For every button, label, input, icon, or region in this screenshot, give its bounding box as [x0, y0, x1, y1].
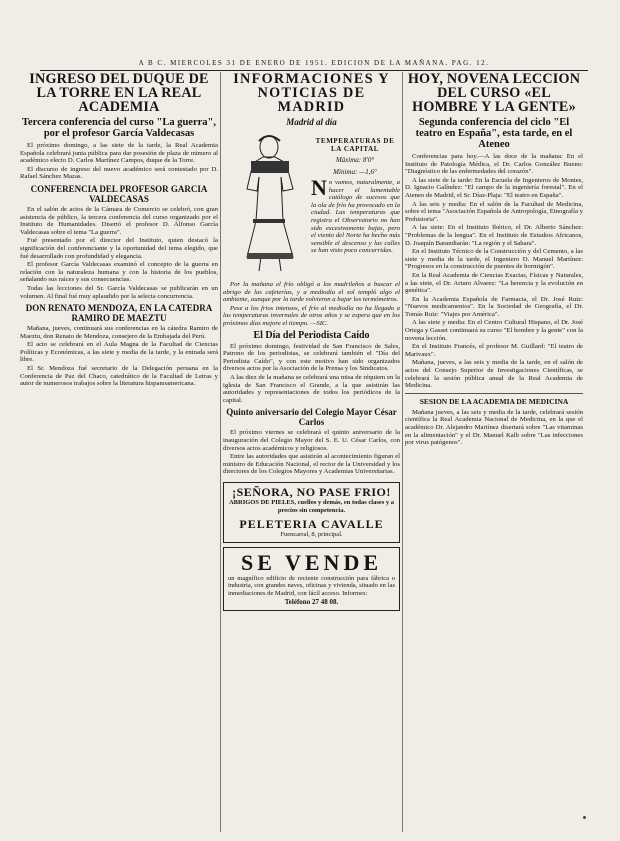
article-paragraph: El próximo domingo, a las siete de la tarde, la Real Academia Española celebrará junta pública para dar posesión de plaza de número al académico electo D. Carlos Martínez Campos, duque de la Torre. — [20, 142, 218, 165]
article-paragraph: Mañana, jueves, a las seis y media de la tarde, en el salón de actos del Consejo Superior de Investigaciones Científicas, se celebrará la sesión pública anual de la Real Academia de Medicina. — [405, 359, 583, 390]
temperature-max: Máxima: 8'0° — [335, 156, 375, 164]
article-paragraph: El profesor García Valdecasas examinó el concepto de la guerra en relación con la naturaleza humana y con la historia de los pueblos, señalando sus raíces y sus consecuencias. — [20, 261, 218, 284]
article-paragraph: En la Academia Española de Farmacia, el Dr. José Ruiz: "Nuevos medicamentos". En la Sociedad de Geografía, el Dr. Tomás Ruiz: "Viajes por América". — [405, 295, 583, 318]
article-paragraph: El Sr. Mendoza fué secretario de la Delegación peruana en la Conferencia de Paz del Chaco, catedrático de la Facultad de Letras y autor de numerosos trabajos sobre la literatura hispanoamericana. — [20, 365, 218, 388]
ad-text: ABRIGOS DE PIELES, cuellos y demás, en todas clases y a precios sin competencia. — [228, 498, 395, 514]
article-paragraph: Mañana jueves, a las seis y media de la tarde, celebrará sesión científica la Real Academia Nacional de Medicina, en la que el académico Dr. Alejandro Martínez disertará sobre "Las vitaminas en la alimentación" y el Dr. Manuel Kalb sobre "Las infecciones por virus patógenos". — [405, 408, 583, 447]
madrid-al-dia-title: Madrid al día — [286, 117, 337, 127]
ad-address: Fuencarral, 8, principal. — [280, 530, 343, 538]
kicker-colegio-mayor: Quinto aniversario del Colegio Mayor César Carlos — [226, 407, 397, 428]
kicker-academia-medicina: SESION DE LA ACADEMIA DE MEDICINA — [419, 396, 569, 406]
column-middle — [223, 72, 400, 838]
article-paragraph: El discurso de ingreso del nuevo académico será contestado por D. Rafael Sánchez Mazas. — [20, 165, 218, 181]
article-paragraph: Conferencias para hoy.—A las doce de la mañana: En el Instituto de Patología Médica, el Dr. Carlos González Bueno: "Diagnóstico de las enfermedades del corazón". — [405, 153, 583, 176]
kicker-renato-mendoza: DON RENATO MENDOZA, EN LA CATEDRA RAMIRO DE MAEZTU — [25, 303, 213, 324]
article-paragraph: Fué presentado por el director del Instituto, quien destacó la significación del conferenciante y la oportunidad del tema elegido, que fué desarrollado con profundidad y elegancia. — [20, 237, 218, 260]
ad-se-vende — [223, 547, 400, 611]
madrid-al-dia-block — [223, 129, 400, 279]
subhead-garcia-valdecasas: Tercera conferencia del curso "La guerra", por el profesor García Valdecasas — [21, 117, 216, 139]
column-right — [405, 72, 583, 838]
temperatures-title: TEMPERATURAS DE LA CAPITAL — [315, 137, 395, 153]
section-divider — [405, 393, 583, 394]
temperature-min: Mínima: —1,6° — [333, 168, 377, 176]
article-paragraph: A las diez de la mañana se celebrará una misa de réquiem en la iglesia de San Francisco el Grande, a la que asistirán las autoridades y representaciones de todos los periódicos de la capital. — [223, 373, 400, 404]
article-paragraph: En el Instituto Técnico de la Construcción y del Cemento, a las siete y media de la tarde, el Ingeniero D. Manuel Martínez: "Progresos en la construcción de puentes de hormigón". — [405, 248, 583, 271]
ad-phone: Teléfono 27 48 08. — [284, 597, 339, 606]
page-header: A B C. MIERCOLES 31 DE ENERO DE 1951. EDICION DE LA MAÑANA. PAG. 12. — [40, 58, 588, 71]
article-paragraph: o vamos, naturalmente, a hacer el lamentable catálogo de sucesos que la ola de frío ha provocado en la ciudad. Las temperaturas que registra el Observatorio no han sido excesivamente bajas, pero el viento del Norte ha hecho más sensible el descenso y las calles se han visto poco concurridas. — [311, 179, 400, 255]
ad-brand: PELETERIA CAVALLE — [239, 516, 384, 531]
article-paragraph: En la Real Academia de Ciencias Exactas, Físicas y Naturales, a las siete, el Dr. Arturo Alvarez: "La herencia y la evolución en genética". — [405, 271, 583, 295]
article-paragraph: En el salón de actos de la Cámara de Comercio se celebró, con gran asistencia de público, la tercera conferencia del curso organizado por el Instituto de Humanidades. Disertó el profesor D. Alfonso García Valdecasas sobre el tema "La guerra". — [20, 205, 218, 236]
article-paragraph: A las siete de la tarde: En la Escuela de Ingenieros de Montes, D. Ignacio Galíndez: "El campo de la ingeniería forestal". En el Ateneo de Madrid, el Sr. Díaz-Plaja: "El teatro en España". — [405, 176, 583, 199]
article-paragraph: A las siete y media: En el Centro Cultural Hispano, el Dr. José Ortega y Gasset continuará su curso "El hombre y la gente" con la novena lección. — [405, 319, 583, 342]
column-rule — [402, 72, 403, 832]
article-paragraph: A las siete: En el Instituto Ibérico, el Dr. Alberto Sánchez: "Problemas de la lengua". En el Instituto de Estudios Africanos, D. Joaquín Barandiarán: "La región y el Sahara". — [405, 224, 583, 247]
article-paragraph: Entre las autoridades que asistirán al acontecimiento figuran el ministro de Educación Nacional, el rector de la Universidad y los directores de los Colegios Mayores y Academias Universitarias. — [223, 453, 400, 476]
article-paragraph: Mañana, jueves, continuará sus conferencias en la cátedra Ramiro de Maeztu, don Renato de Mendoza, consejero de la Embajada del Perú. — [20, 325, 218, 340]
ad-headline: ¡SEÑORA, NO PASE FRIO! — [232, 484, 391, 499]
headline-novena-leccion: HOY, NOVENA LECCION DEL CURSO «EL HOMBRE Y LA GENTE» — [407, 72, 581, 115]
kicker-dia-periodista: El Día del Periodista Caído — [253, 329, 370, 341]
headline-duque-de-la-torre: INGRESO DEL DUQUE DE LA TORRE EN LA REAL ACADEMIA — [29, 72, 209, 115]
article-paragraph: El acto se celebrará en el Aula Magna de la Facultad de Ciencias Políticas y Económicas, a las siete y media de la tarde, y la entrada será libre. — [20, 341, 218, 364]
article-paragraph: A las seis y media: En el salón de la Facultad de Medicina, sobre el tema "Asociación Española de Antropología, Etnografía y Prehistoria". — [405, 200, 583, 223]
article-paragraph: En el Instituto Francés, el profesor M. Guillard: "El teatro de Marivaux". — [405, 343, 583, 358]
subhead-teatro-espana: Segunda conferencia del ciclo "El teatro en España", esta tarde, en el Ateneo — [415, 117, 573, 150]
ad-headline: SE VENDE — [240, 549, 383, 575]
article-paragraph: El próximo domingo, festividad de San Francisco de Sales, Patrono de los periodistas, se celebrará también el "Día del Periodista Caído", y con este motivo han sido organizados diversos actos por la Asociación de la Prensa y los Sindicatos. — [223, 342, 400, 373]
ad-text: un magnífico edificio de reciente construcción para fábrica o industria, con grandes naves, oficinas y vivienda, situado en las inmediaciones de Madrid, con fácil acceso. Informes: — [228, 574, 395, 598]
article-paragraph: El próximo viernes se celebrará el quinto aniversario de la inauguración del Colegio Mayor del S. E. U. César Carlos, con diversos actos académicos y religiosos. — [223, 429, 400, 452]
dropcap: N — [311, 175, 327, 200]
print-dot — [583, 816, 586, 819]
temperatures-box — [311, 137, 399, 177]
madrid-al-dia-intro — [311, 175, 400, 256]
article-paragraph: Pese a los frios intensos, el frío al mediodía no ha llegado a las temperaturas invernales de otros años y se espera que en los próximos días mejore el tiempo. —SIC. — [223, 304, 400, 327]
article-paragraph: Por la mañana el frío obligó a los madrileños a buscar el abrigo de las cafeterías, y a mediodía el sol templó algo el ambiente, aunque por la tarde volvieron a bajar los termómetros. — [223, 281, 400, 304]
headline-informaciones-madrid: INFORMACIONES Y NOTICIAS DE MADRID — [233, 72, 390, 115]
woman-in-winter-coat-illustration — [223, 129, 311, 275]
kicker-conferencia: CONFERENCIA DEL PROFESOR GARCIA VALDECASAS — [30, 183, 208, 204]
column-left — [20, 72, 218, 838]
ad-peleteria-cavalle — [223, 482, 400, 543]
column-rule — [220, 72, 221, 832]
article-paragraph: Todas las lecciones del Sr. García Valdecasas se publicarán en un volumen. Al final fué muy aplaudido por la selecta concurrencia. — [20, 284, 218, 300]
